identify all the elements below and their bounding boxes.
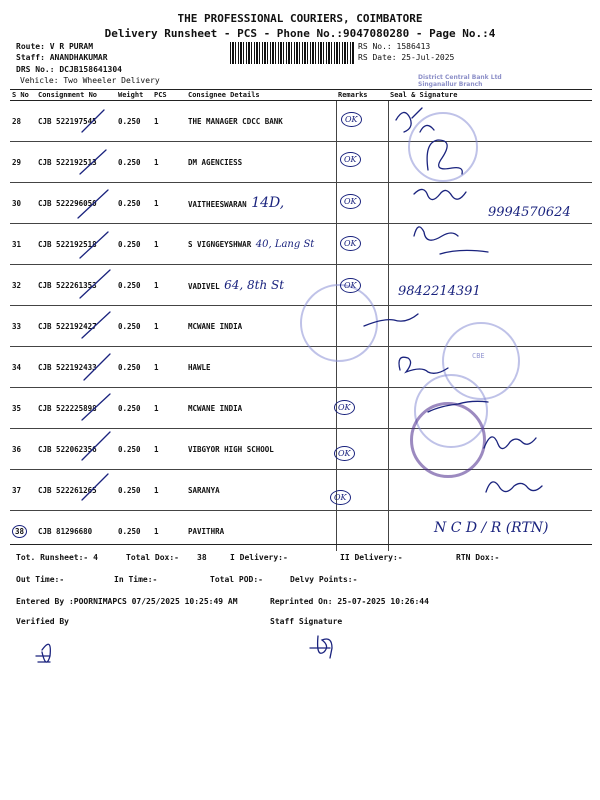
row-consignment: CJB 522192518: [36, 224, 116, 265]
remark-ok: OK: [340, 152, 361, 167]
consignee-name: VADIVEL: [188, 282, 220, 291]
runsheet-subtitle: Delivery Runsheet - PCS - Phone No.:9047080280 - Page No.:4: [104, 27, 496, 40]
row-consignee: MCWANE INDIA: [186, 306, 336, 347]
row-pcs: 1: [152, 388, 186, 429]
stamp-bank-name: District Central Bank Ltd: [418, 74, 502, 81]
row-sno: 29: [10, 142, 36, 183]
drs-label: DRS No.: DCJB158641304: [16, 65, 122, 74]
row-pcs: 1: [152, 101, 186, 142]
ii-delivery: II Delivery:-: [340, 553, 403, 562]
in-time: In Time:-: [114, 575, 158, 584]
row-weight: 0.250: [116, 224, 152, 265]
row-weight: 0.250: [118, 526, 141, 536]
row-consignment: CJB 522192433: [36, 347, 116, 388]
staff-signature-label: Staff Signature: [270, 617, 343, 626]
row-sno: 36: [10, 429, 36, 470]
col-consignee: Consignee Details: [186, 90, 336, 101]
handwritten-phone-2: 9842214391: [398, 284, 481, 299]
rs-date: RS Date: 25-Jul-2025: [358, 53, 455, 62]
row-consignment: CJB 522296050: [36, 183, 116, 224]
col-remarks: Remarks: [336, 90, 388, 101]
row-weight: 0.250: [116, 306, 152, 347]
table-row: [10, 265, 592, 306]
row-consignment: CJB 522192513: [36, 142, 116, 183]
bank-seal-stamp: [408, 112, 478, 182]
table-row: [10, 429, 592, 470]
rs-number: RS No.: 1586413: [358, 42, 431, 51]
remark-ok: OK: [340, 278, 361, 293]
handwritten-phone-1: 9994570624: [488, 205, 571, 220]
row-weight: 0.250: [116, 429, 152, 470]
row-consignment: CJB 522225898: [36, 388, 116, 429]
row-consignee: HAWLE: [186, 347, 336, 388]
staff-signature: [310, 636, 332, 658]
reprinted-on: Reprinted On: 25-07-2025 10:26:44: [270, 597, 429, 606]
handwritten-address: 64, 8th St: [224, 278, 285, 292]
table-row: [10, 224, 592, 265]
remark-ok: OK: [341, 112, 362, 127]
row-consignment: CJB 522062356: [36, 429, 116, 470]
handwritten-rtn-note: N C D / R (RTN): [434, 520, 549, 536]
col-sno: S No: [10, 90, 36, 101]
row-pcs: 1: [152, 265, 186, 306]
row-weight: 0.250: [116, 142, 152, 183]
col-consignment: Consignment No: [36, 90, 116, 101]
out-time: Out Time:-: [16, 575, 65, 584]
row-consignment: CJB 81296680: [38, 526, 93, 536]
verified-signature: [36, 644, 50, 662]
route-label: Route: V R PURAM: [16, 42, 94, 51]
stamp-branch: Singanallur Branch: [418, 81, 483, 88]
row-pcs: 1: [152, 224, 186, 265]
col-pcs: PCS: [152, 90, 186, 101]
row-consignee: THE MANAGER CDCC BANK: [186, 101, 336, 142]
row-pcs: 1: [152, 429, 186, 470]
handwritten-address: 14D,: [251, 195, 285, 211]
row-sno: 37: [10, 470, 36, 511]
row-sno: 34: [10, 347, 36, 388]
row-sno: 28: [10, 101, 36, 142]
row-consignment: CJB 522261265: [36, 470, 116, 511]
row-consignment: CJB 522261353: [36, 265, 116, 306]
row-signature: [388, 224, 592, 265]
table-header-row: [10, 90, 592, 101]
barcode: [230, 42, 354, 64]
consignee-name: VAITHEESWARAN: [188, 200, 247, 209]
row-consignee: [186, 183, 336, 224]
staff-label: Staff: ANANDHAKUMAR: [16, 53, 108, 62]
row-consignee: SARANYA: [186, 470, 336, 511]
row-consignment: CJB 522192427: [36, 306, 116, 347]
table-row: [10, 388, 592, 429]
row-pcs: 1: [154, 526, 159, 536]
circled-sno: 38: [12, 525, 27, 538]
row-consignee: VIBGYOR HIGH SCHOOL: [186, 429, 336, 470]
row-pcs: 1: [152, 183, 186, 224]
remark-ok: OK: [330, 490, 351, 505]
row-consignee: MCWANE INDIA: [186, 388, 336, 429]
row-pcs: 1: [152, 306, 186, 347]
table-row: [10, 101, 592, 142]
stamp-cbe: CBE: [472, 352, 485, 360]
row-sno: 32: [10, 265, 36, 306]
row-signature: [388, 470, 592, 511]
row-sno: 30: [10, 183, 36, 224]
school-seal-stamp-2: [410, 402, 486, 478]
row-weight: 0.250: [116, 183, 152, 224]
col-seal-signature: Seal & Signature: [388, 90, 592, 101]
company-title: THE PROFESSIONAL COURIERS, COIMBATORE: [177, 12, 423, 25]
company-seal-stamp: [300, 284, 378, 362]
row-pcs: 1: [152, 347, 186, 388]
row-sno: 35: [10, 388, 36, 429]
remark-ok: OK: [334, 400, 355, 415]
i-delivery: I Delivery:-: [230, 553, 288, 562]
tot-runsheet: Tot. Runsheet:- 4: [16, 553, 98, 562]
row-weight: 0.250: [116, 388, 152, 429]
row-sno: 31: [10, 224, 36, 265]
row-pcs: 1: [152, 470, 186, 511]
remark-ok: OK: [340, 194, 361, 209]
handwritten-address: 40, Lang St: [255, 238, 315, 250]
delvy-points: Delvy Points:-: [290, 575, 358, 584]
row-consignment: CJB 522197545: [36, 101, 116, 142]
row-weight: 0.250: [116, 347, 152, 388]
rtn-dox: RTN Dox:-: [456, 553, 500, 562]
row-weight: 0.250: [116, 470, 152, 511]
row-consignee: PAVITHRA: [188, 526, 225, 536]
col-weight: Weight: [116, 90, 152, 101]
row-consignee: DM AGENCIESS: [186, 142, 336, 183]
total-dox-value: 38: [197, 553, 207, 562]
total-dox-label: Total Dox:-: [126, 553, 179, 562]
entered-by: Entered By :POORNIMAPCS 07/25/2025 10:25:49 AM: [16, 597, 238, 606]
row-sno: 33: [10, 306, 36, 347]
bank-stamp-text: [418, 74, 502, 88]
table-row: [10, 142, 592, 183]
row-weight: 0.250: [116, 101, 152, 142]
row-weight: 0.250: [116, 265, 152, 306]
remark-ok: OK: [334, 446, 355, 461]
remark-ok: OK: [340, 236, 361, 251]
table-row: [10, 470, 592, 511]
row-pcs: 1: [152, 142, 186, 183]
consignee-name: S VIGNGEYSHWAR: [188, 239, 252, 249]
vehicle-label: Vehicle: Two Wheeler Delivery: [20, 76, 160, 85]
row-consignee: [186, 224, 336, 265]
verified-by: Verified By: [16, 617, 69, 626]
total-pod: Total POD:-: [210, 575, 263, 584]
footer-divider: [10, 544, 592, 545]
